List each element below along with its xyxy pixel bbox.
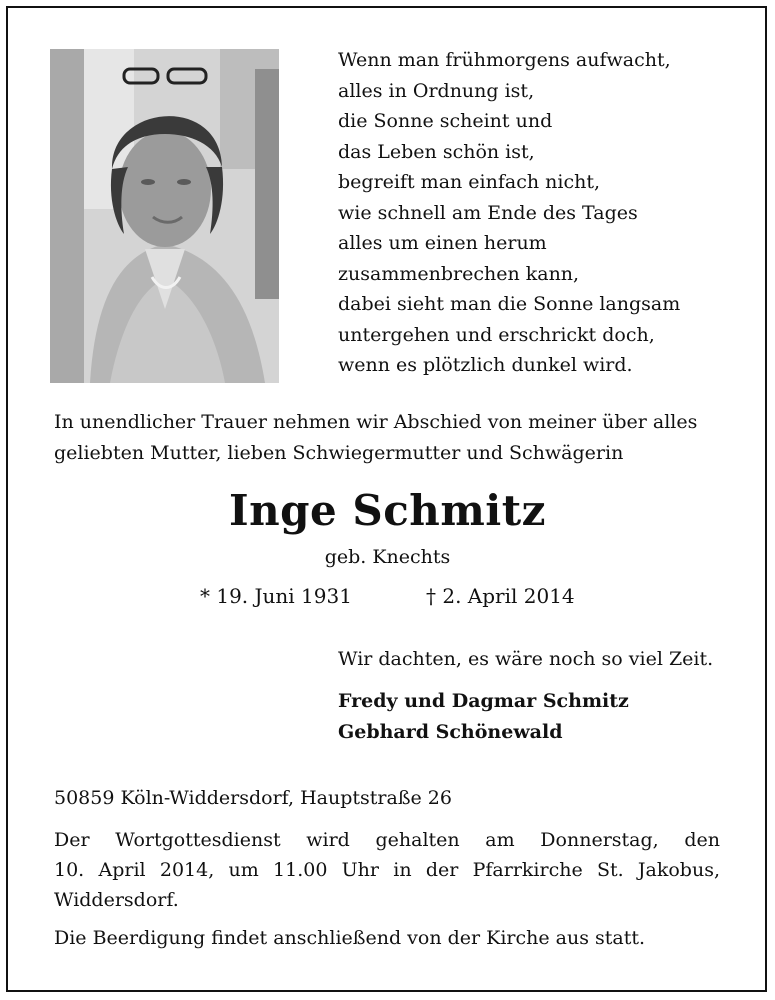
service-line: Der Wortgottesdienst wird gehalten am Donnerstag, den: [54, 829, 720, 851]
closing-quote: Wir dachten, es wäre noch so viel Zeit.: [338, 648, 714, 670]
portrait-image: [50, 49, 279, 383]
deceased-name: Inge Schmitz: [229, 486, 546, 535]
mourners-list: [338, 686, 629, 748]
service-line: 10. April 2014, um 11.00 Uhr in der Pfarrkirche St. Jakobus,: [54, 859, 720, 881]
poem-line: die Sonne scheint und: [338, 110, 553, 132]
poem-line: untergehen und erschrickt doch,: [338, 323, 655, 346]
poem-line: alles um einen herum: [338, 232, 547, 254]
maiden-name: geb. Knechts: [324, 546, 451, 568]
intro-text: [54, 407, 744, 469]
intro-line: geliebten Mutter, lieben Schwiegermutter und Schwägerin: [54, 442, 624, 464]
death-date: † 2. April 2014: [426, 584, 575, 608]
poem-line: das Leben schön ist,: [338, 140, 535, 163]
service-info: [54, 825, 720, 915]
poem-line: alles in Ordnung ist,: [338, 79, 535, 102]
poem-line: zusammenbrechen kann,: [338, 262, 580, 285]
poem-line: wie schnell am Ende des Tages: [338, 201, 638, 224]
burial-info: Die Beerdigung findet anschließend von der Kirche aus statt.: [54, 927, 646, 949]
poem-line: dabei sieht man die Sonne langsam: [338, 293, 681, 315]
mourner-name: Gebhard Schönewald: [338, 721, 563, 743]
poem-line: begreift man einfach nicht,: [338, 171, 601, 193]
portrait-photo: [50, 49, 279, 383]
poem-line: Wenn man frühmorgens aufwacht,: [338, 49, 671, 71]
intro-line: In unendlicher Trauer nehmen wir Abschied von meiner über alles: [54, 411, 698, 433]
mourner-name: Fredy und Dagmar Schmitz: [338, 690, 629, 712]
poem: [338, 45, 758, 381]
poem-line: wenn es plötzlich dunkel wird.: [338, 354, 633, 376]
address: 50859 Köln-Widdersdorf, Hauptstraße 26: [54, 787, 452, 809]
birth-date: * 19. Juni 1931: [200, 584, 352, 608]
service-line: Widdersdorf.: [54, 889, 179, 911]
